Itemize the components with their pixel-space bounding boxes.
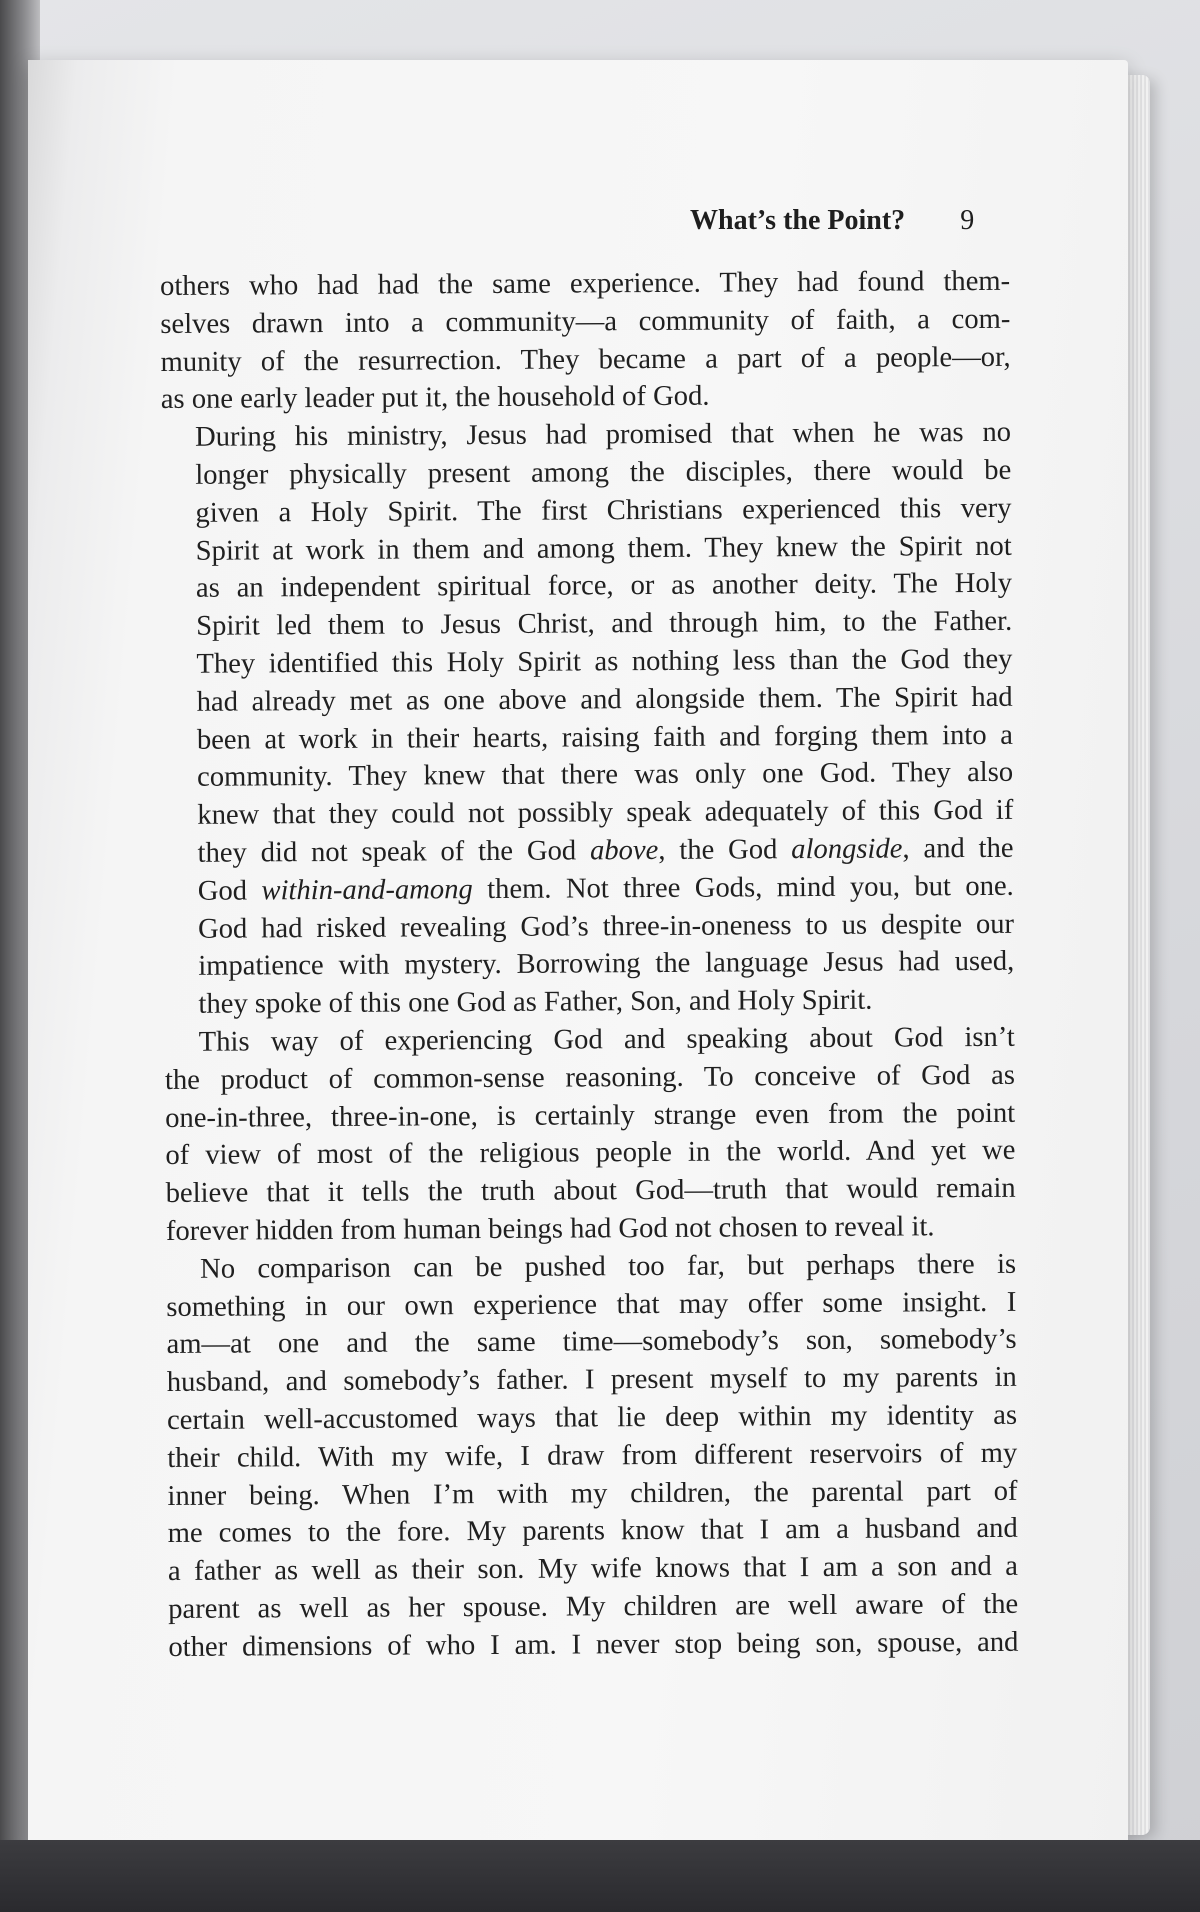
text-line: forever hidden from human beings had God not chosen to reveal it. (165, 1211, 935, 1247)
page-number: 9 (960, 205, 975, 236)
paragraph-4 (166, 1246, 1019, 1667)
text-line: husband, and somebody’s father. I present myself to my parents in (166, 1361, 1017, 1399)
text-line: During his ministry, Jesus had promised that when he was no (194, 416, 1012, 453)
text-line (164, 868, 1014, 911)
text-line: parent as well as her spouse. My children are well aware of the (168, 1588, 1019, 1625)
text-run: them. Not three Gods, mind you, but one. (472, 870, 1014, 905)
text-line: their child. With my wife, I draw from different reservoirs of my (167, 1437, 1018, 1474)
text-line: Spirit at work in them and among them. They knew the Spirit not (195, 530, 1012, 567)
text-run: they did not speak of the God (197, 835, 591, 869)
paragraph-2 (161, 414, 1015, 1024)
text-line: as an independent spiritual force, or as another deity. The Holy (195, 568, 1013, 605)
italic-word-within-and-among: within-and-among (261, 873, 473, 907)
text-line (163, 830, 1013, 873)
running-header (690, 205, 1010, 237)
text-line: been at work in their hearts, raising faith and forging them into a (196, 719, 1013, 756)
text-line: longer physically present among the disciples, there would be (195, 454, 1012, 491)
text-line: am—at one and the same time—somebody’s son, somebody’s (166, 1324, 1017, 1361)
text-line: They identified this Holy Spirit as nothing less than the God they (196, 643, 1013, 680)
text-line: they spoke of this one God as Father, Son, and Holy Spirit. (198, 984, 873, 1020)
text-line: inner being. When I’m with my children, the parental part of (167, 1475, 1018, 1512)
text-line: a father as well as their son. My wife knows that I am a son and a (167, 1550, 1019, 1588)
text-line: Spirit led them to Jesus Christ, and through him, to the Father. (196, 605, 1013, 642)
text-line: munity of the resurrection. They became a part of a people—or, (160, 341, 1011, 378)
text-line: as one early leader put it, the household of God. (160, 381, 710, 416)
text-run: God (197, 875, 262, 907)
running-title: What’s the Point? (690, 205, 906, 236)
text-line: certain well-accustomed ways that lie deep within my identity as (166, 1399, 1018, 1436)
text-line: community. They knew that there was only one God. They also (197, 757, 1014, 794)
text-line: believe that it tells the truth about God—truth that would remain (165, 1172, 1016, 1210)
text-line: others who had had the same experience. They had found them- (160, 265, 1011, 302)
text-line: No comparison can be pushed too far, but perhaps there is (200, 1248, 1017, 1285)
text-line: the product of common-sense reasoning. To conceive of God as (164, 1059, 1016, 1096)
italic-word-alongside: alongside (791, 833, 903, 866)
text-line: given a Holy Spirit. The first Christians experienced this very (195, 492, 1012, 529)
text-line: impatience with mystery. Borrowing the language Jesus had used, (198, 946, 1015, 983)
text-run: , the God (658, 834, 792, 866)
italic-word-above: above (589, 834, 659, 867)
text-line: one-in-three, three-in-one, is certainly strange even from the point (165, 1097, 1016, 1134)
text-line: selves drawn into a community—a community of faith, a com- (160, 303, 1011, 340)
text-line: other dimensions of who I am. I never stop being son, spouse, and (168, 1626, 1019, 1663)
text-line: something in our own experience that may offer some insight. I (166, 1286, 1017, 1323)
text-line: of view of most of the religious people in the world. And yet we (165, 1135, 1016, 1172)
paragraph-3 (165, 1019, 1016, 1251)
text-line: knew that they could not possibly speak adequately of this God if (197, 794, 1014, 831)
text-line: This way of experiencing God and speaking about God isn’t (198, 1021, 1015, 1058)
bottom-shadow (0, 1840, 1200, 1912)
text-line: had already met as one above and alongside them. The Spirit had (196, 681, 1013, 718)
body-text (160, 263, 1019, 1667)
text-line: me comes to the fore. My parents know that I am a husband and (167, 1513, 1018, 1550)
text-line: God had risked revealing God’s three-in-oneness to us despite our (197, 908, 1015, 945)
text-run: , and the (902, 832, 1014, 865)
paragraph-1 (160, 263, 1011, 419)
